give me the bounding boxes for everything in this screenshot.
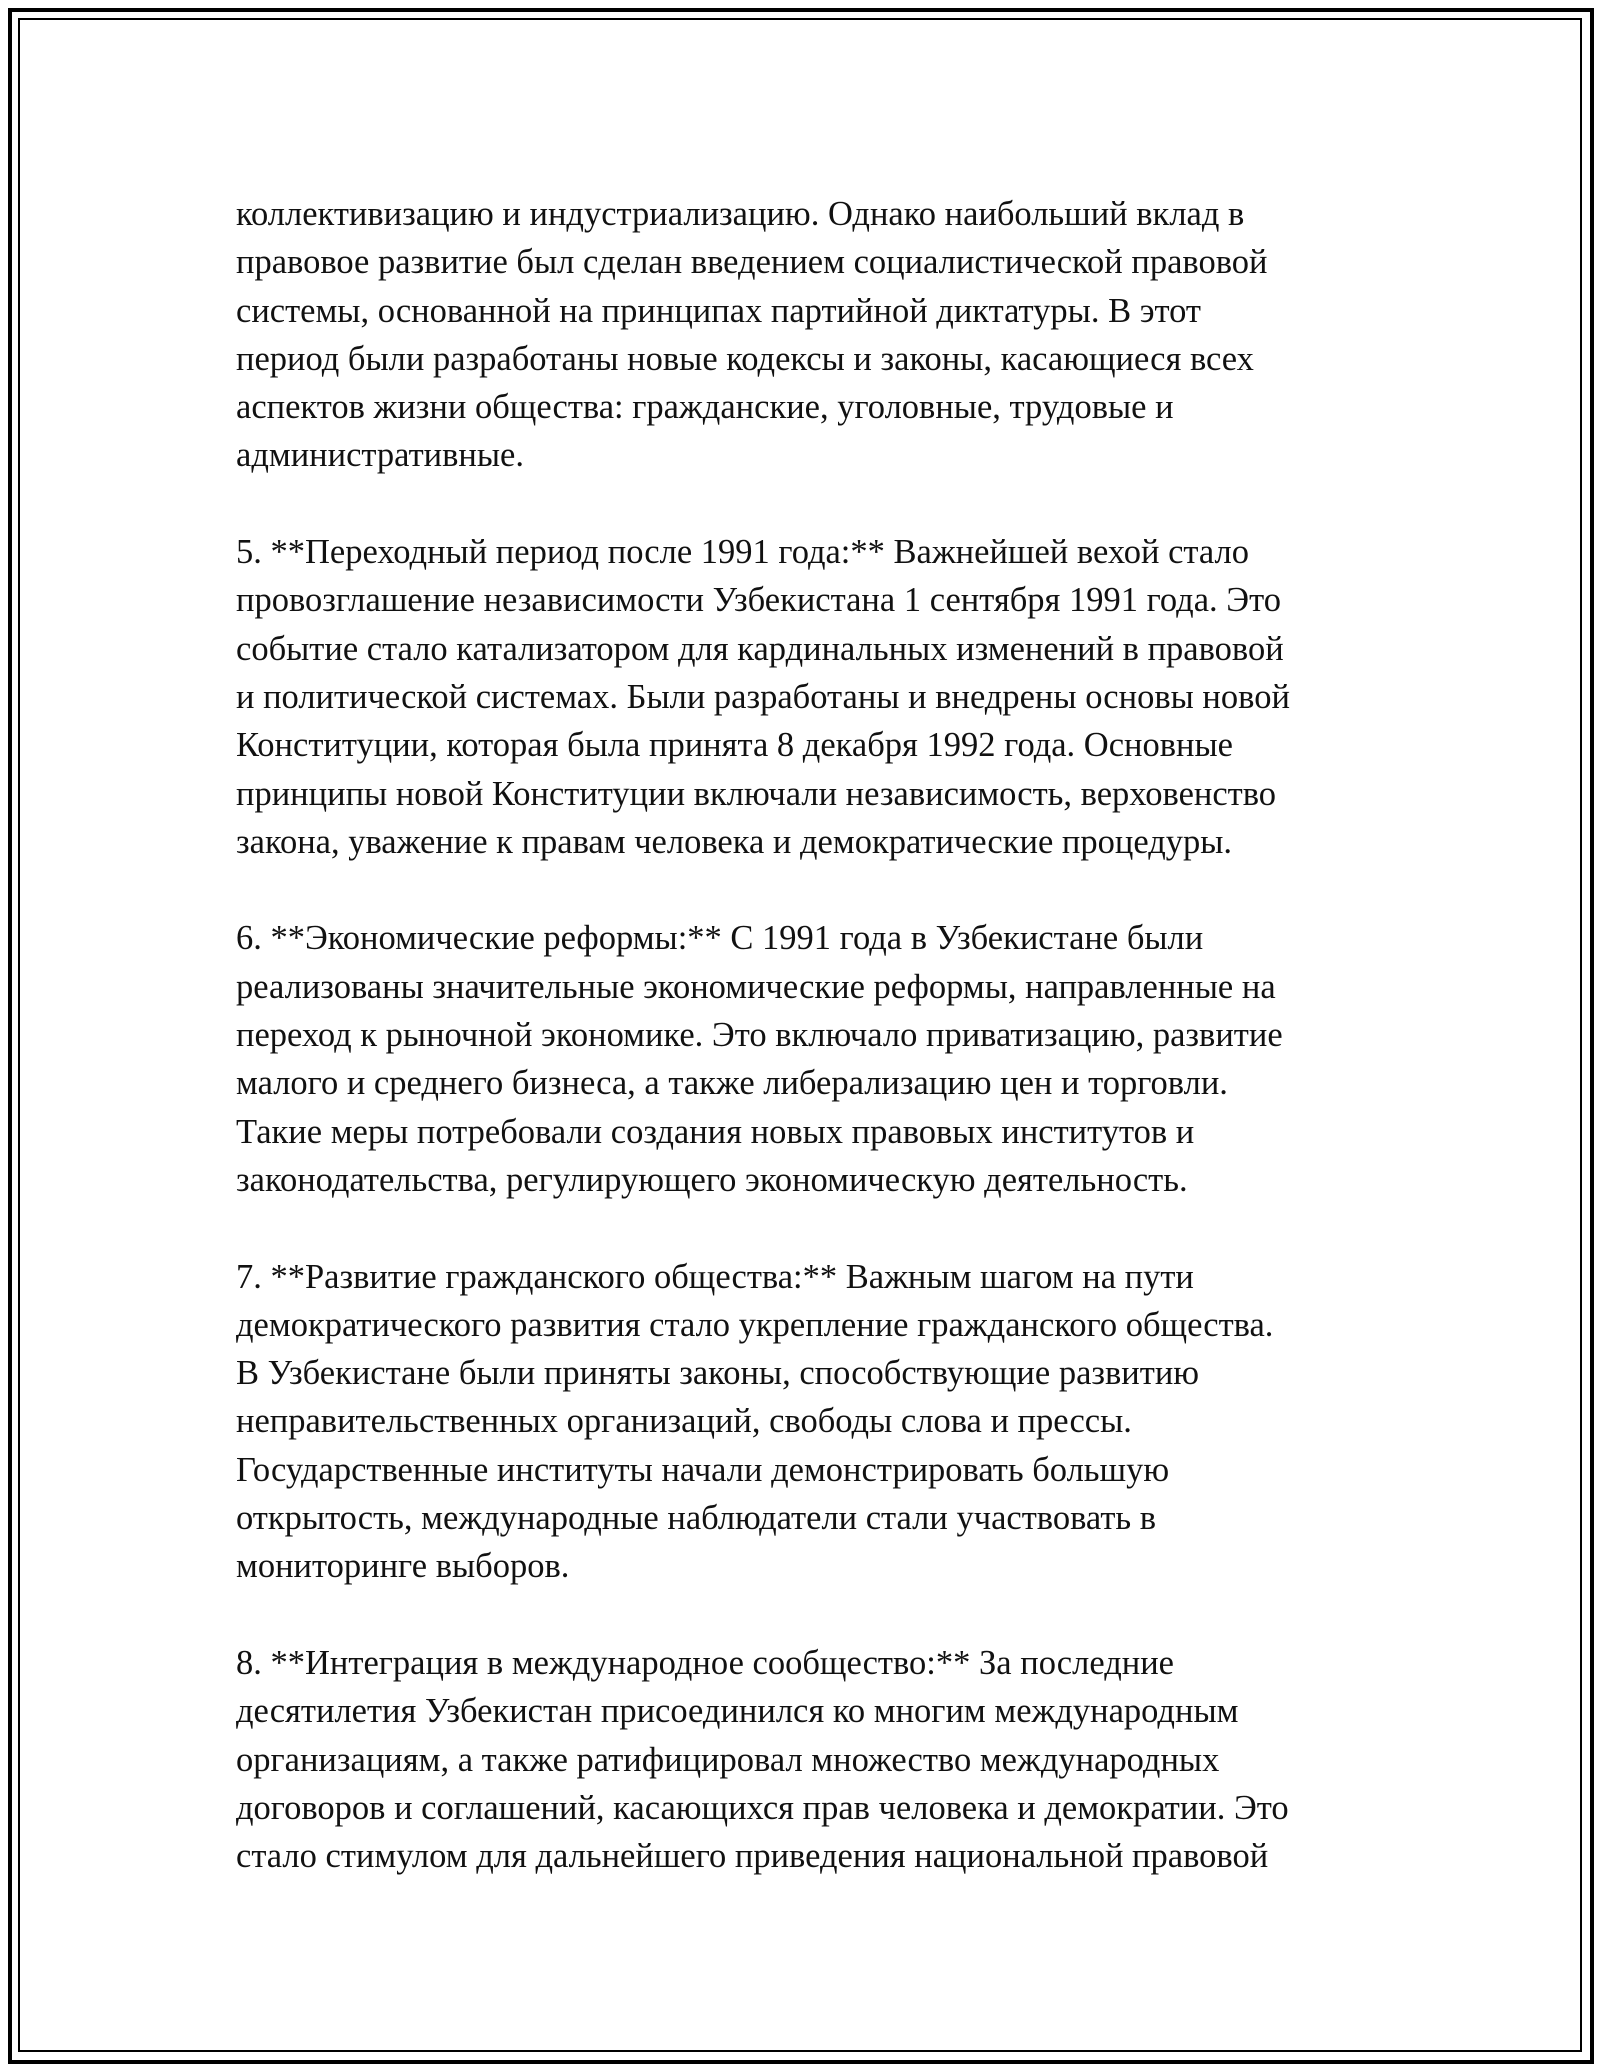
text-line: системы, основанной на принципах партийной диктатуры. В этот bbox=[236, 291, 1202, 330]
text-line: переход к рыночной экономике. Это включало приватизацию, развитие bbox=[236, 1016, 1283, 1055]
text-line: демократического развития стало укрепление гражданского общества. bbox=[236, 1305, 1274, 1344]
paragraph-civil-society bbox=[236, 1253, 1386, 1591]
text-line: коллективизацию и индустриализацию. Однако наибольший вклад в bbox=[236, 195, 1245, 233]
paragraph-transition-period bbox=[236, 528, 1386, 866]
text-line: открытость, международные наблюдатели стали участвовать в bbox=[236, 1499, 1157, 1538]
text-line: неправительственных организаций, свободы слова и прессы. bbox=[236, 1402, 1132, 1441]
paragraph-spacer bbox=[236, 1204, 1386, 1252]
text-line: событие стало катализатором для кардинальных изменений в правовой bbox=[236, 629, 1284, 668]
text-line: стало стимулом для дальнейшего приведения национальной правовой bbox=[236, 1837, 1269, 1876]
paragraph-economic-reforms bbox=[236, 914, 1386, 1204]
text-line: Такие меры потребовали создания новых правовых институтов и bbox=[236, 1112, 1195, 1151]
text-line: Государственные институты начали демонстрировать большую bbox=[236, 1450, 1170, 1489]
text-line: мониторинге выборов. bbox=[236, 1547, 570, 1586]
text-line: реализованы значительные экономические реформы, направленные на bbox=[236, 967, 1276, 1006]
text-line: административные. bbox=[236, 436, 524, 475]
paragraph-international-integration bbox=[236, 1639, 1386, 1880]
text-line: принципы новой Конституции включали независимость, верховенство bbox=[236, 774, 1277, 813]
text-line: десятилетия Узбекистан присоединился ко многим международным bbox=[236, 1692, 1239, 1731]
text-line: 7. **Развитие гражданского общества:** Важным шагом на пути bbox=[236, 1257, 1194, 1296]
text-line: малого и среднего бизнеса, а также либерализацию цен и торговли. bbox=[236, 1064, 1228, 1103]
paragraph-spacer bbox=[236, 480, 1386, 528]
paragraph-spacer bbox=[236, 866, 1386, 914]
text-line: 8. **Интеграция в международное сообщество:** За последние bbox=[236, 1643, 1174, 1682]
text-line: В Узбекистане были приняты законы, способствующие развитию bbox=[236, 1354, 1200, 1393]
text-line: договоров и соглашений, касающихся прав человека и демократии. Это bbox=[236, 1788, 1289, 1827]
document-body bbox=[236, 190, 1386, 1880]
text-line: аспектов жизни общества: гражданские, уголовные, трудовые и bbox=[236, 388, 1174, 427]
text-line: закона, уважение к правам человека и демократические процедуры. bbox=[236, 822, 1233, 861]
text-line: провозглашение независимости Узбекистана 1 сентября 1991 года. Это bbox=[236, 581, 1281, 620]
text-line: и политической системах. Были разработаны и внедрены основы новой bbox=[236, 677, 1290, 716]
text-line: организациям, а также ратифицировал множество международных bbox=[236, 1740, 1220, 1779]
text-line: период были разработаны новые кодексы и законы, касающиеся всех bbox=[236, 339, 1254, 378]
paragraph-spacer bbox=[236, 1591, 1386, 1639]
text-line: законодательства, регулирующего экономическую деятельность. bbox=[236, 1160, 1188, 1199]
text-line: 5. **Переходный период после 1991 года:** Важнейшей вехой стало bbox=[236, 533, 1249, 572]
text-line: 6. **Экономические реформы:** С 1991 года в Узбекистане были bbox=[236, 919, 1204, 958]
text-line: Конституции, которая была принята 8 декабря 1992 года. Основные bbox=[236, 726, 1233, 765]
text-line: правовое развитие был сделан введением социалистической правовой bbox=[236, 243, 1268, 282]
paragraph-collectivization bbox=[236, 190, 1386, 480]
